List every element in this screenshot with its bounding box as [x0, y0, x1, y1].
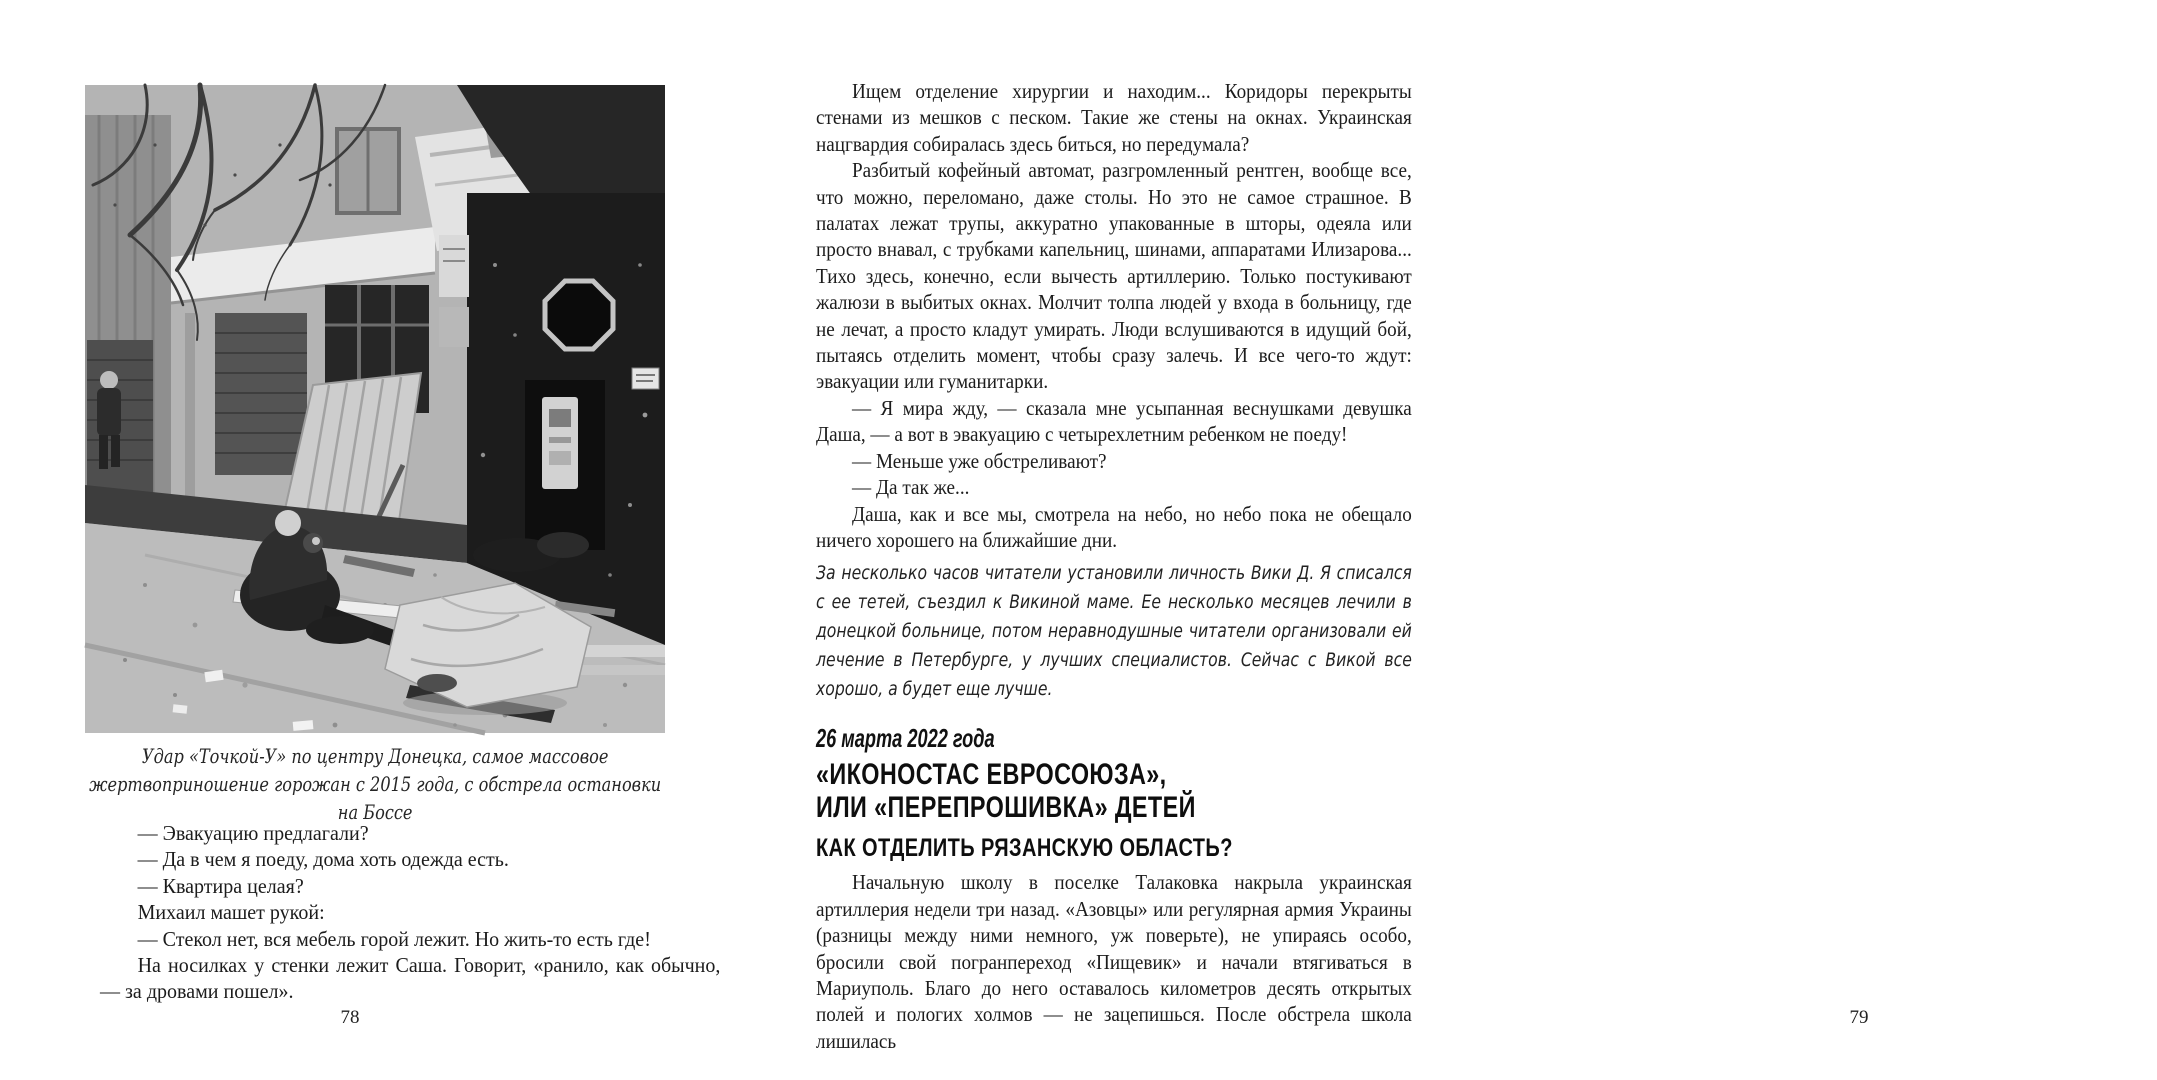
- photo-caption: Удар «Точкой-У» по центру Донецка, самое массовое жертвоприношение горожан с 2015 года, с обстрела остановки на Боссе: [89, 745, 662, 824]
- dialogue-line: — Да в чем я поеду, дома хоть одежда есть.: [137, 847, 509, 872]
- chapter-title-line1: «ИКОНОСТАС ЕВРОСОЮЗА»,: [816, 758, 1167, 792]
- wall-posters: [439, 235, 469, 347]
- chapter-date: 26 марта 2022 года: [816, 723, 995, 754]
- chapter-title-line2: ИЛИ «ПЕРЕПРОШИВКА» ДЕТЕЙ: [816, 791, 1196, 825]
- chapter-subtitle: КАК ОТДЕЛИТЬ РЯЗАНСКУЮ ОБЛАСТЬ?: [816, 834, 1233, 863]
- street-sign: [632, 368, 659, 389]
- page-left: [0, 0, 745, 1080]
- body-text-block: [816, 869, 1412, 1054]
- dialogue-line: — Квартира целая?: [137, 873, 304, 898]
- body-paragraph: Даша, как и все мы, смотрела на небо, но небо пока не обещало ничего хорошего на ближайшие дни.: [816, 501, 1412, 552]
- chapter-title: [816, 758, 1332, 824]
- page-number-right: 79: [1849, 1007, 1869, 1028]
- photo-figure: [85, 85, 665, 827]
- atm-niche: [525, 380, 605, 550]
- narration-line: На носилках у стенки лежит Саша. Говорит, «ранило, как обычно, — за дровами пошел».: [100, 953, 721, 1004]
- body-text-block: [816, 78, 1412, 553]
- dialogue-line: — Я мира жду, — сказала мне усыпанная веснушками девушка Даша, — а вот в эвакуацию с четырехлетним ребенком не поеду!: [816, 395, 1412, 447]
- narration-line: Михаил машет рукой:: [137, 900, 325, 925]
- body-paragraph: Разбитый кофейный автомат, разгромленный рентген, вообще все, что можно, переломано, даже столы. Но это не самое страшное. В палатах лежат трупы, аккуратно упакованные в шторы, одеяла или просто внавал, с трубками капельниц, шинами, аппаратами Илизарова... Тихо здесь, конечно, если вычесть артиллерию. Только постукивают жалюзи в выбитых окнах. Молчит толпа людей у входа в больницу, где не лечат, а просто кладут умирать. Люди вслушиваются в идущий бой, пытаясь отделить момент, чтобы сразу залечь. И все чего-то ждут: эвакуации или гуманитарки.: [816, 158, 1412, 394]
- dialogue-line: — Эвакуацию предлагали?: [137, 821, 369, 845]
- body-paragraph: Ищем отделение хирургии и находим... Коридоры перекрыты стенами из мешков с песком. Такие же стены на окнах. Украинская нацгвардия собиралась здесь биться, но передумала?: [816, 79, 1412, 156]
- body-paragraph: Начальную школу в поселке Талаковка накрыла украинская артиллерия недели три назад. «Азовцы» или регулярная армия Украины (разницы между ними немного, уж поверьте), не упираясь особо, бросили свой погранпереход «Пищевик» и начали втягиваться в Мариуполь. Благо до него оставалось километров десять открытых полей и пологих холмов — не зацепишься. После обстрела школа лишилась: [816, 870, 1412, 1053]
- dialogue-line: — Да так же...: [852, 475, 970, 500]
- right-text-column: [816, 78, 1478, 1054]
- page-right: [745, 0, 1869, 1080]
- left-text-block: [100, 820, 720, 1005]
- octagon-window: [545, 281, 613, 349]
- destroyed-street-photo: [85, 85, 665, 733]
- dialogue-line: — Меньше уже обстреливают?: [852, 448, 1107, 473]
- author-note: За несколько часов читатели установили личность Вики Д. Я списался с ее тетей, съездил к Викиной маме. Ее несколько месяцев лечили в донецкой больнице, потом неравнодушные читатели организовали ей лечение в Петербурге, у лучших специалистов. Сейчас с Викой все хорошо, а будет еще лучше.: [816, 562, 1412, 701]
- dialogue-line: — Стекол нет, вся мебель горой лежит. Но жить-то есть где!: [137, 926, 651, 951]
- page-number-left: 78: [340, 1007, 360, 1028]
- chapter-heading: [816, 722, 1478, 863]
